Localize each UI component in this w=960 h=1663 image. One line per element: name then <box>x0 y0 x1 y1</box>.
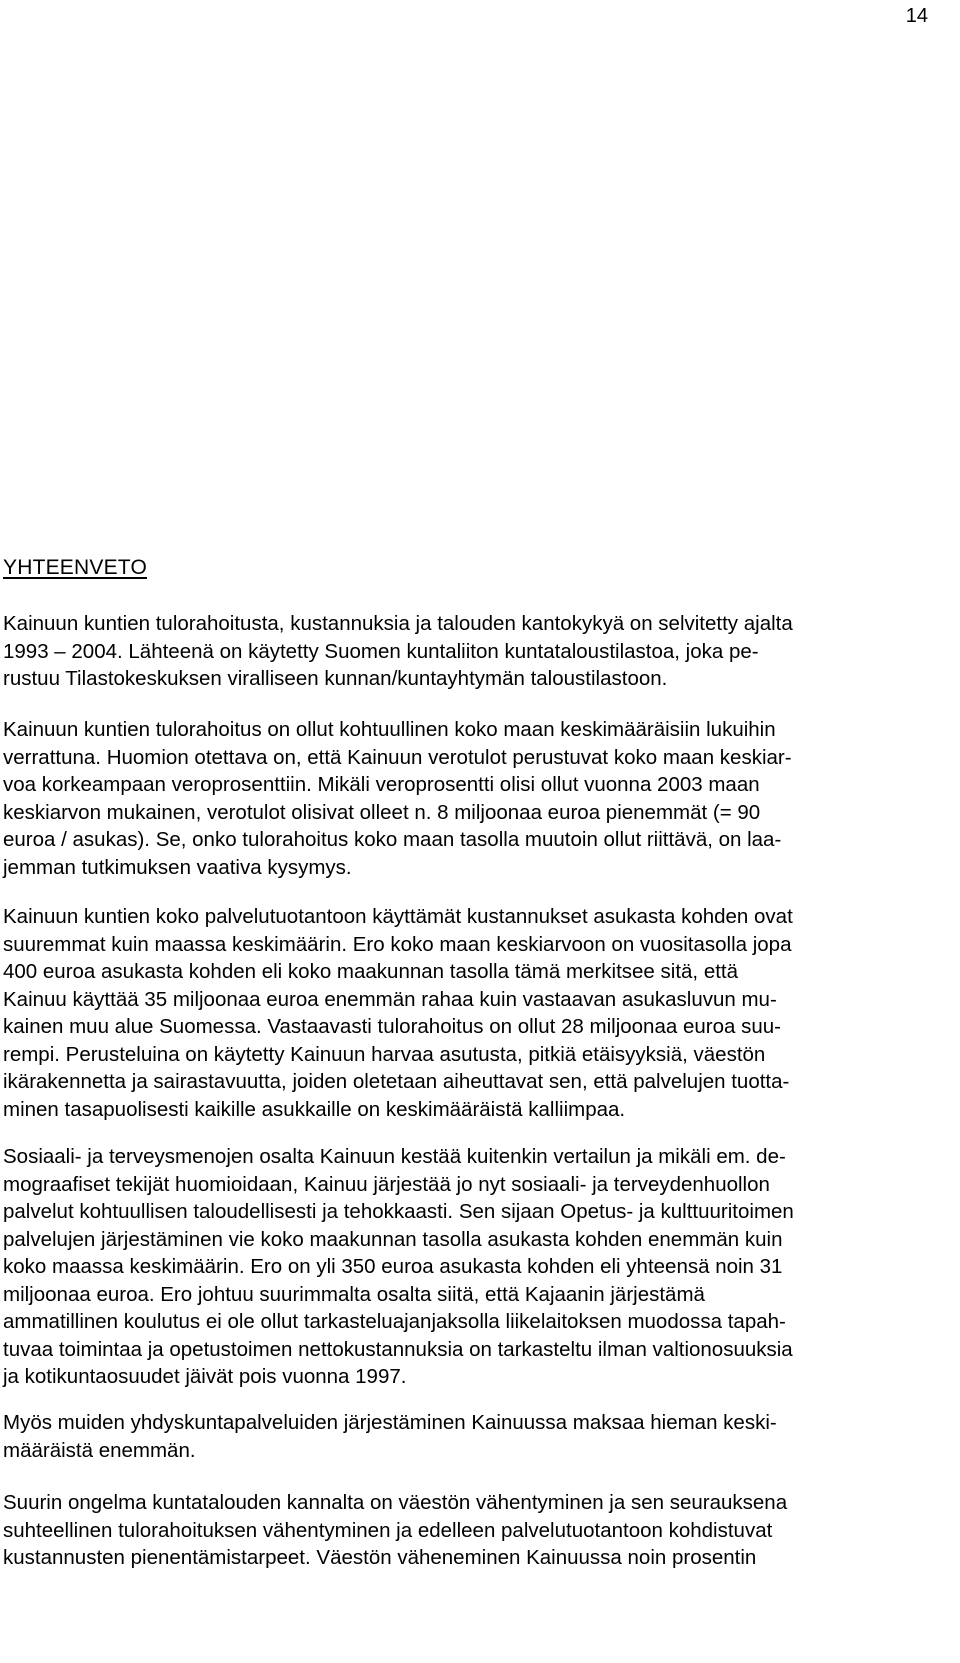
paragraph-line: rempi. Perusteluina on käytetty Kainuun harvaa asutusta, pitkiä etäisyyksiä, väestön <box>3 1042 766 1066</box>
paragraph-line: Kainuun kuntien koko palvelutuotantoon käyttämät kustannukset asukasta kohden ovat <box>3 905 793 928</box>
paragraph-line: kainen muu alue Suomessa. Vastaavasti tulorahoitus on ollut 28 miljoonaa euroa suu- <box>3 1015 781 1038</box>
paragraph-line: ja kotikuntaosuudet jäivät pois vuonna 1997. <box>3 1365 407 1388</box>
paragraph-line: koko maassa keskimäärin. Ero on yli 350 euroa asukasta kohden eli yhteensä noin 31 <box>3 1255 783 1278</box>
paragraph-tulorahoitus <box>3 716 928 881</box>
paragraph-line: ammatillinen koulutus ei ole ollut tarkasteluajanjaksolla liikelaitoksen muodossa tapah- <box>3 1310 786 1333</box>
paragraph-line: euroa / asukas). Se, onko tulorahoitus koko maan tasolla muutoin ollut riittävä, on laa- <box>3 828 782 851</box>
paragraph-line: miljoonaa euroa. Ero johtuu suurimmalta osalta siitä, että Kajaanin järjestämä <box>3 1282 705 1306</box>
paragraph-line: Kainuu käyttää 35 miljoonaa euroa enemmän rahaa kuin vastaavan asukasluvun mu- <box>3 987 777 1011</box>
paragraph-line: palvelujen järjestäminen vie koko maakunnan tasolla asukasta kohden enemmän kuin <box>3 1227 783 1251</box>
page-number: 14 <box>905 5 928 27</box>
paragraph-line: 400 euroa asukasta kohden eli koko maakunnan tasolla tämä merkitsee sitä, että <box>3 960 739 983</box>
paragraph-line: määräistä enemmän. <box>3 1438 196 1462</box>
paragraph-line: tuvaa toimintaa ja opetustoimen nettokustannuksia on tarkasteltu ilman valtionosuuksia <box>3 1337 793 1361</box>
paragraph-line: voa korkeampaan veroprosenttiin. Mikäli veroprosentti olisi ollut vuonna 2003 maan <box>3 773 760 796</box>
paragraph-line: verrattuna. Huomion otettava on, että Kainuun verotulot perustuvat koko maan keskiar- <box>3 745 792 769</box>
paragraph-line: suhteellinen tulorahoituksen vähentyminen ja edelleen palvelutuotantoon kohdistuvat <box>3 1518 773 1542</box>
paragraph-line: Myös muiden yhdyskuntapalveluiden järjestäminen Kainuussa maksaa hieman keski- <box>3 1411 777 1434</box>
paragraph-line: Kainuun kuntien tulorahoitusta, kustannuksia ja talouden kantokykyä on selvitetty ajalta <box>3 612 793 635</box>
paragraph-sosiaali-terveys <box>3 1143 928 1391</box>
paragraph-line: 1993 – 2004. Lähteenä on käytetty Suomen kuntaliiton kuntataloustilastoa, joka pe- <box>3 639 759 663</box>
paragraph-intro <box>3 610 928 693</box>
paragraph-line: kustannusten pienentämistarpeet. Väestön väheneminen Kainuussa noin prosentin <box>3 1546 757 1569</box>
paragraph-kustannukset <box>3 903 928 1123</box>
paragraph-line: palvelut kohtuullisen taloudellisesti ja tehokkaasti. Sen sijaan Opetus- ja kulttuuritoimen <box>3 1200 794 1223</box>
paragraph-line: Suurin ongelma kuntatalouden kannalta on väestön vähentyminen ja sen seurauksena <box>3 1491 788 1514</box>
paragraph-line: minen tasapuolisesti kaikille asukkaille on keskimääräistä kalliimpaa. <box>3 1097 626 1121</box>
paragraph-line: rustuu Tilastokeskuksen viralliseen kunnan/kuntayhtymän taloustilastoon. <box>3 667 668 690</box>
paragraph-line: ikärakennetta ja sairastavuutta, joiden oletetaan aiheuttavat sen, että palvelujen tuotta- <box>3 1070 790 1093</box>
paragraph-line: mograafiset tekijät huomioidaan, Kainuu järjestää jo nyt sosiaali- ja terveydenhuollon <box>3 1172 770 1196</box>
paragraph-yhdyskuntapalvelut <box>3 1409 928 1464</box>
section-heading: YHTEENVETO <box>3 556 147 579</box>
paragraph-line: suuremmat kuin maassa keskimäärin. Ero koko maan keskiarvoon on vuositasolla jopa <box>3 932 792 956</box>
paragraph-vaesto <box>3 1489 928 1572</box>
paragraph-line: Kainuun kuntien tulorahoitus on ollut kohtuullinen koko maan keskimääräisiin lukuihin <box>3 718 776 741</box>
paragraph-line: keskiarvon mukainen, verotulot olisivat olleet n. 8 miljoonaa euroa pienemmät (= 90 <box>3 800 761 824</box>
paragraph-line: jemman tutkimuksen vaativa kysymys. <box>3 855 352 879</box>
paragraph-line: Sosiaali- ja terveysmenojen osalta Kainuun kestää kuitenkin vertailun ja mikäli em. de- <box>3 1145 786 1168</box>
